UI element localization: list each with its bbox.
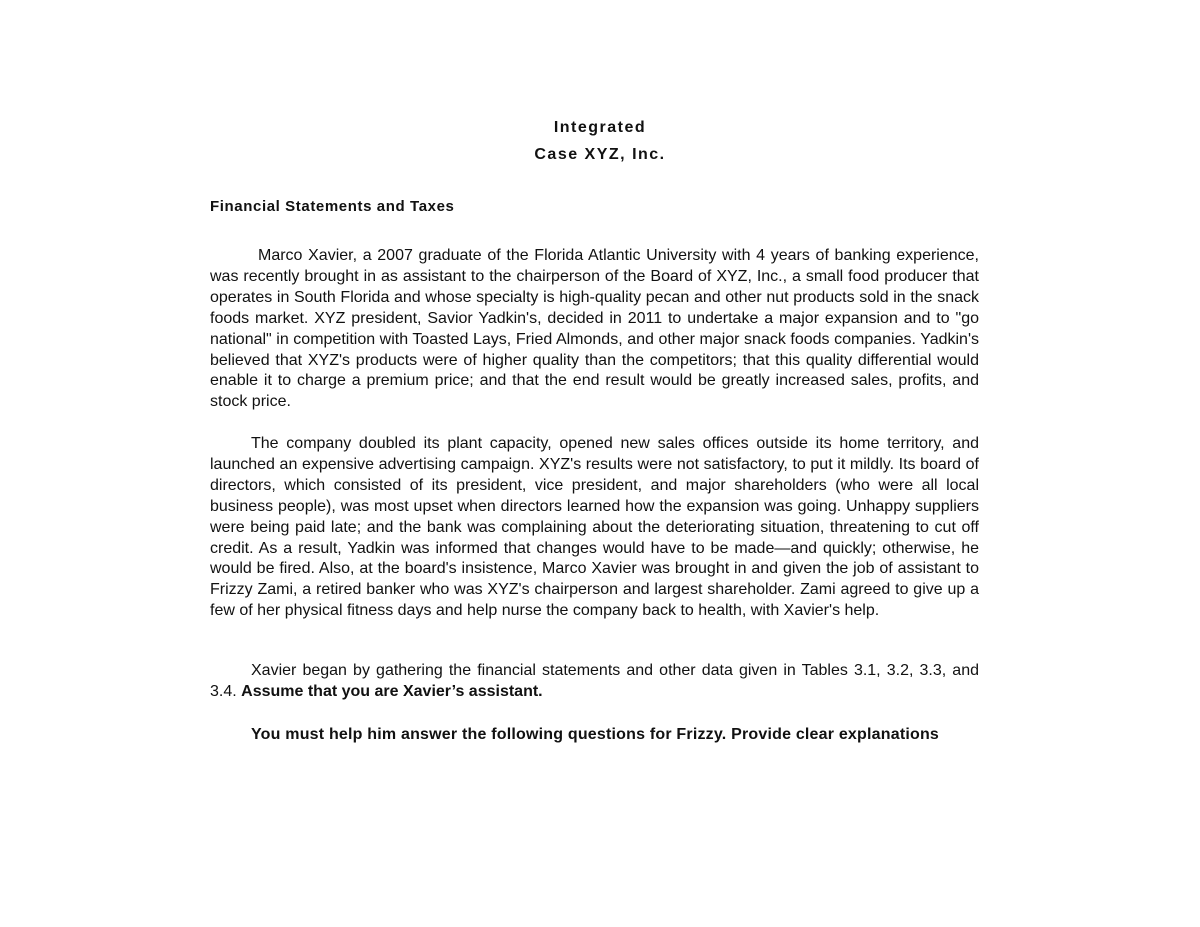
title-line-2: Case XYZ, Inc. xyxy=(534,146,666,163)
paragraph-3 xyxy=(210,661,979,703)
paragraph-4-instruction: You must help him answer the following questions for Frizzy. Provide clear explanations xyxy=(251,726,940,743)
section-heading: Financial Statements and Taxes xyxy=(210,198,455,215)
title-line-1: Integrated xyxy=(553,119,647,136)
paragraph-2: The company doubled its plant capacity, opened new sales offices outside its home territory, and launched an expensive advertising campaign. XYZ's results were not satisfactory, to put it mildly. Its board of directors, which consisted of its president, vice president, and major shareholders (who were all local business people), was most upset when directors learned how the expansion was going. Unhappy suppliers were being paid late; and the bank was complaining about the deteriorating situation, threatening to cut off credit. As a result, Yadkin was informed that changes would have to be made—and quickly; otherwise, he would be fired. Also, at the board's insistence, Marco Xavier was brought in and given the job of assistant to Frizzy Zami, a retired banker who was XYZ's chairperson and largest shareholder. Zami agreed to give up a few of her physical fitness days and help nurse the company back to health, with Xavier's help. xyxy=(210,435,979,620)
paragraph-3-text: Xavier began by gathering the financial statements and other data given in Tables 3.1, 3.2, 3.3, and 3.4. xyxy=(210,662,979,700)
paragraph-1: Marco Xavier, a 2007 graduate of the Florida Atlantic University with 4 years of banking experience, was recently brought in as assistant to the chairperson of the Board of XYZ, Inc., a small food producer that operates in South Florida and whose specialty is high-quality pecan and other nut products sold in the snack foods market. XYZ president, Savior Yadkin's, decided in 2011 to undertake a major expansion and to "go national" in competition with Toasted Lays, Fried Almonds, and other major snack foods companies. Yadkin's believed that XYZ's products were of higher quality than the competitors; that this quality differential would enable it to charge a premium price; and that the end result would be greatly increased sales, profits, and stock price. xyxy=(210,247,979,411)
paragraph-3-bold-text: Assume that you are Xavier’s assistant. xyxy=(241,682,543,700)
